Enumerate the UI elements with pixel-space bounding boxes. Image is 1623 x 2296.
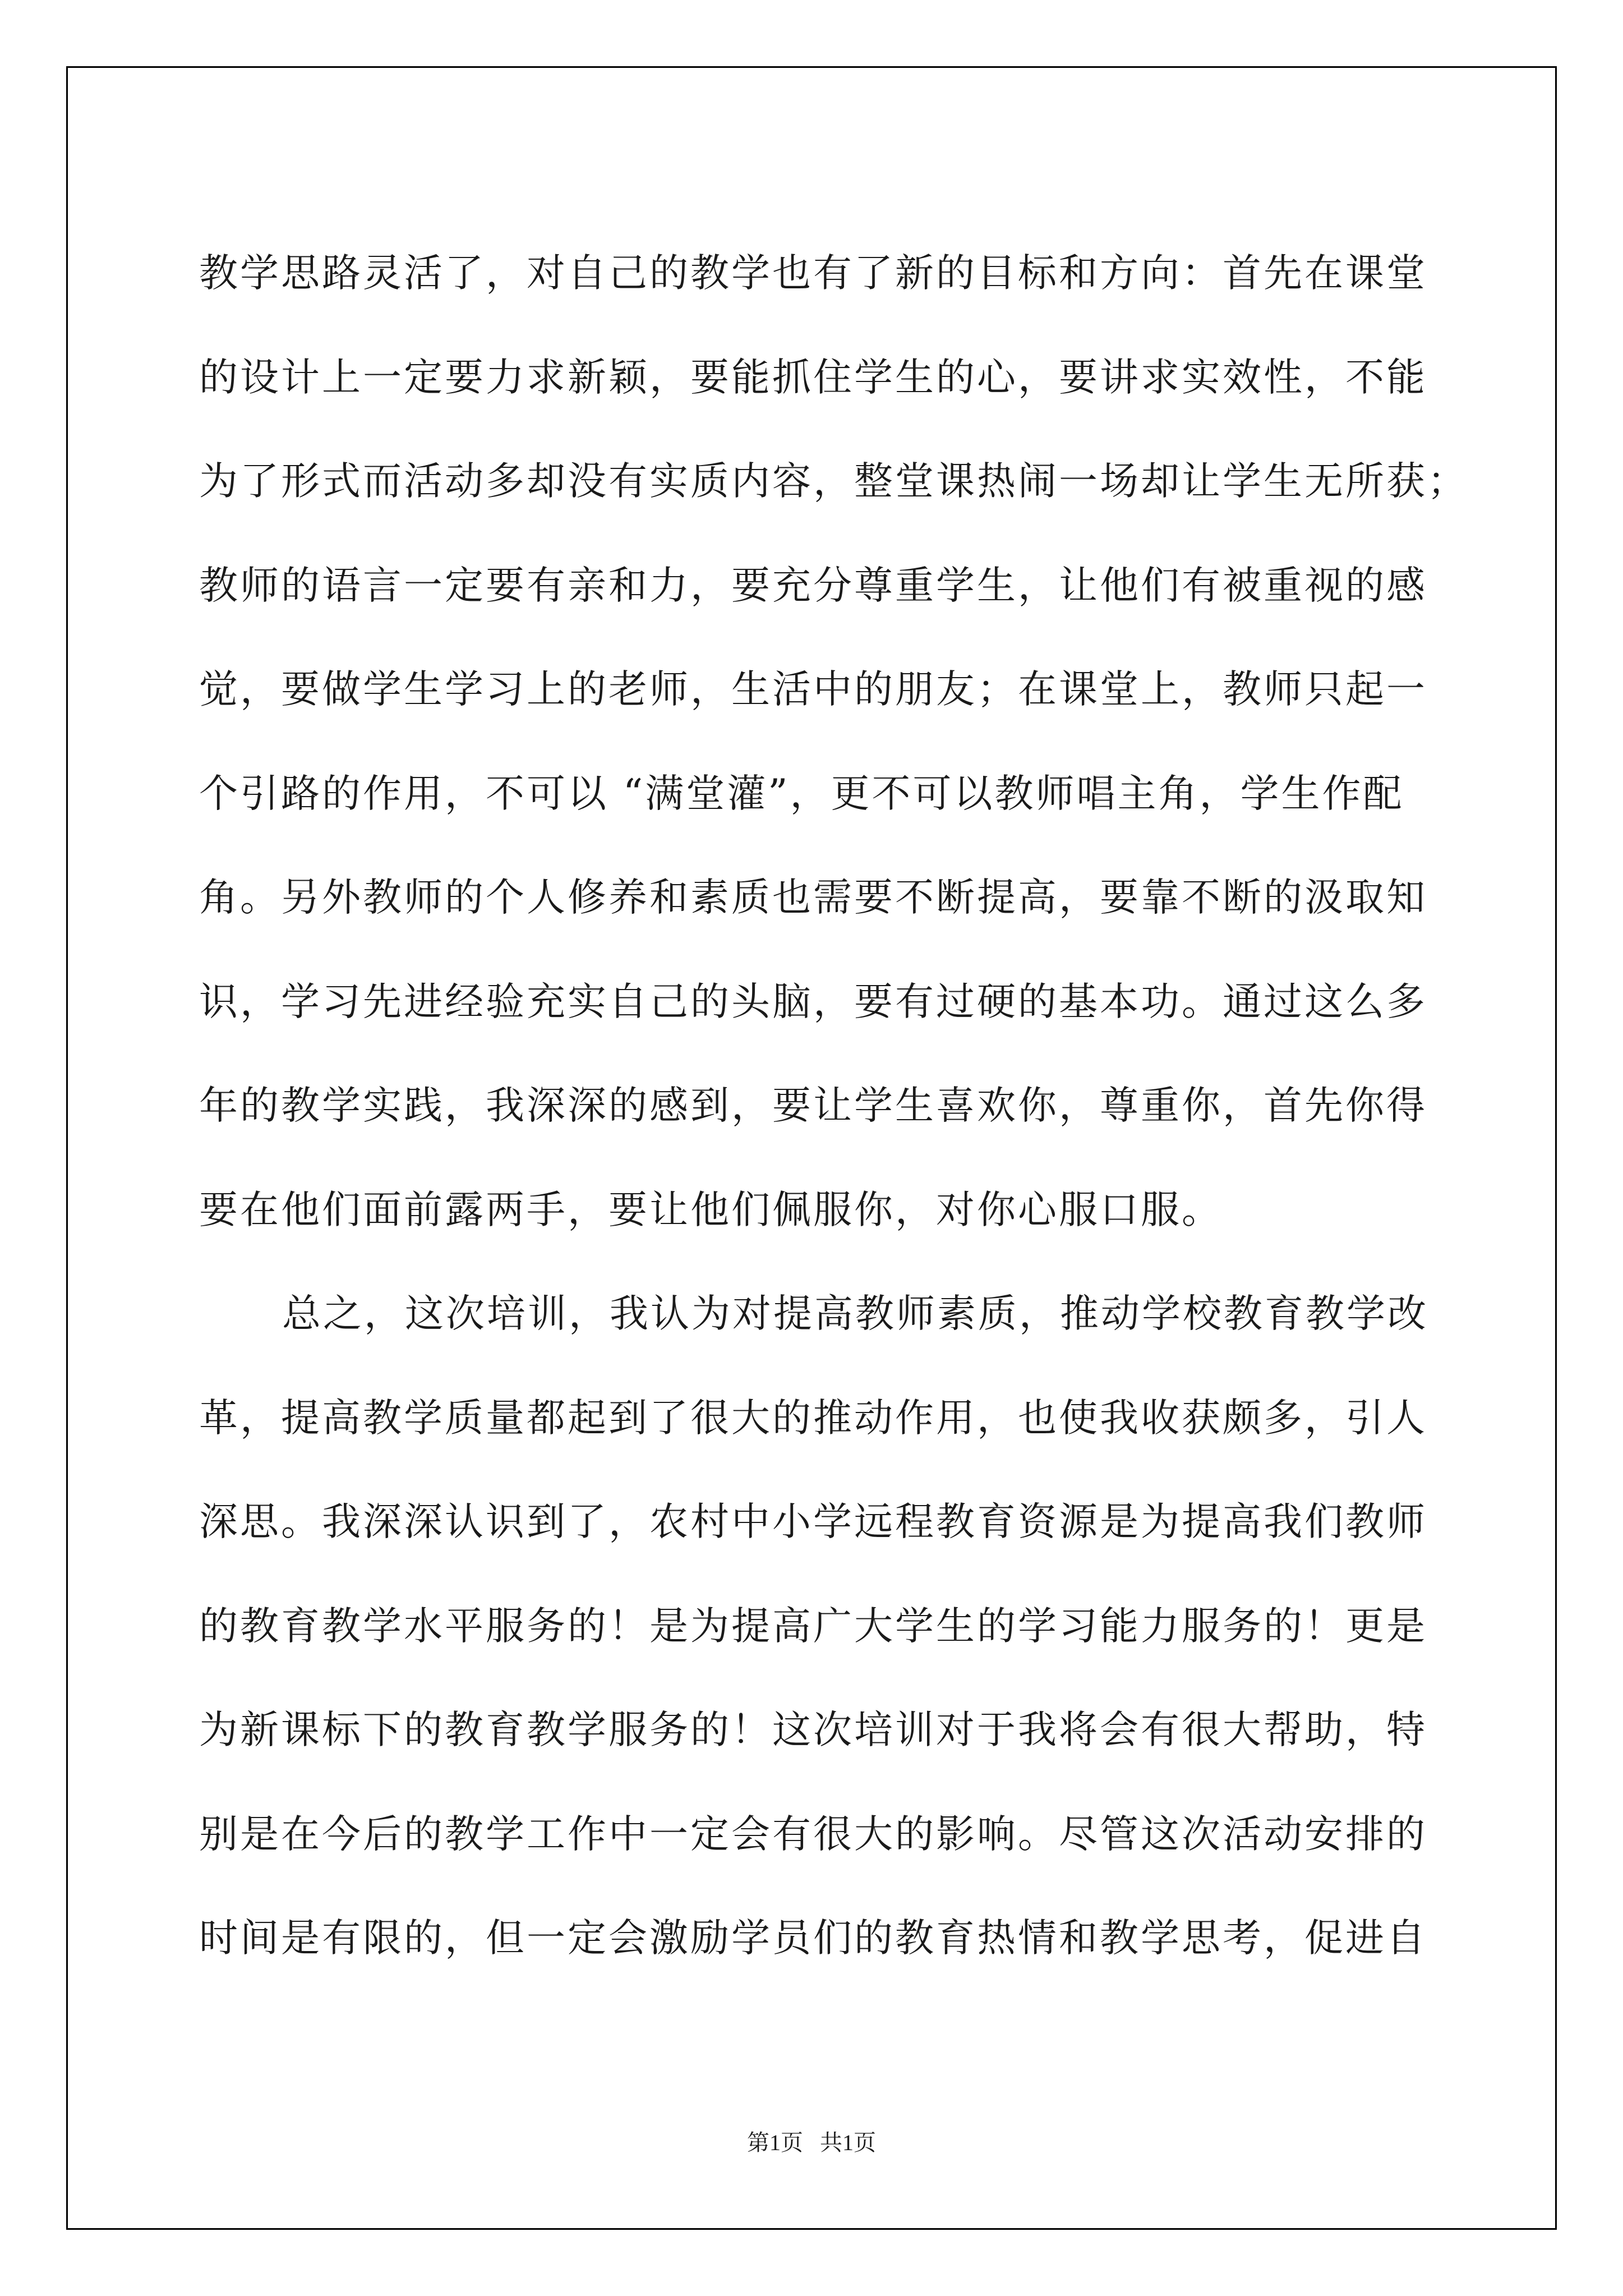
text-line: 为新课标下的教育教学服务的！这次培训对于我将会有很大帮助，特: [199, 1708, 1427, 1752]
text-line: 为了形式而活动多却没有实质内容，整堂课热闹一场却让学生无所获；: [199, 459, 1468, 504]
text-line: 时间是有限的，但一定会激励学员们的教育热情和教学思考，促进自: [199, 1916, 1427, 1961]
text-line: 的设计上一定要力求新颖，要能抓住学生的心，要讲求实效性，不能: [199, 355, 1427, 400]
text-line: 识，学习先进经验充实自己的头脑，要有过硬的基本功。通过这么多: [199, 979, 1427, 1024]
text-line: 的教育教学水平服务的！是为提高广大学生的学习能力服务的！更是: [199, 1603, 1427, 1649]
text-line: 别是在今后的教学工作中一定会有很大的影响。尽管这次活动安排的: [199, 1811, 1427, 1857]
paragraph-start-line: 总之，这次培训，我认为对提高教师素质，推动学校教育教学改: [282, 1291, 1428, 1336]
text-line: 觉，要做学生学习上的老师，生活中的朋友；在课堂上，教师只起一: [199, 667, 1427, 712]
text-line: 要在他们面前露两手，要让他们佩服你，对你心服口服。: [199, 1187, 1223, 1232]
text-line: 革，提高教学质量都起到了很大的推动作用，也使我收获颇多，引人: [199, 1395, 1427, 1441]
text-line: 个引路的作用，不可以 “满堂灌”，更不可以教师唱主角，学生作配: [199, 771, 1404, 816]
text-line: 教学思路灵活了，对自己的教学也有了新的目标和方向：首先在课堂: [199, 251, 1427, 296]
page-number: 第1页 共1页: [747, 2130, 876, 2155]
document-body: [199, 222, 1468, 1991]
text-line: 角。另外教师的个人修养和素质也需要不断提高，要靠不断的汲取知: [199, 875, 1427, 920]
text-line: 教师的语言一定要有亲和力，要充分尊重学生，让他们有被重视的感: [199, 563, 1427, 608]
text-line: 深思。我深深认识到了，农村中小学远程教育资源是为提高我们教师: [199, 1499, 1427, 1544]
text-line: 年的教学实践，我深深的感到，要让学生喜欢你，尊重你，首先你得: [199, 1083, 1427, 1128]
